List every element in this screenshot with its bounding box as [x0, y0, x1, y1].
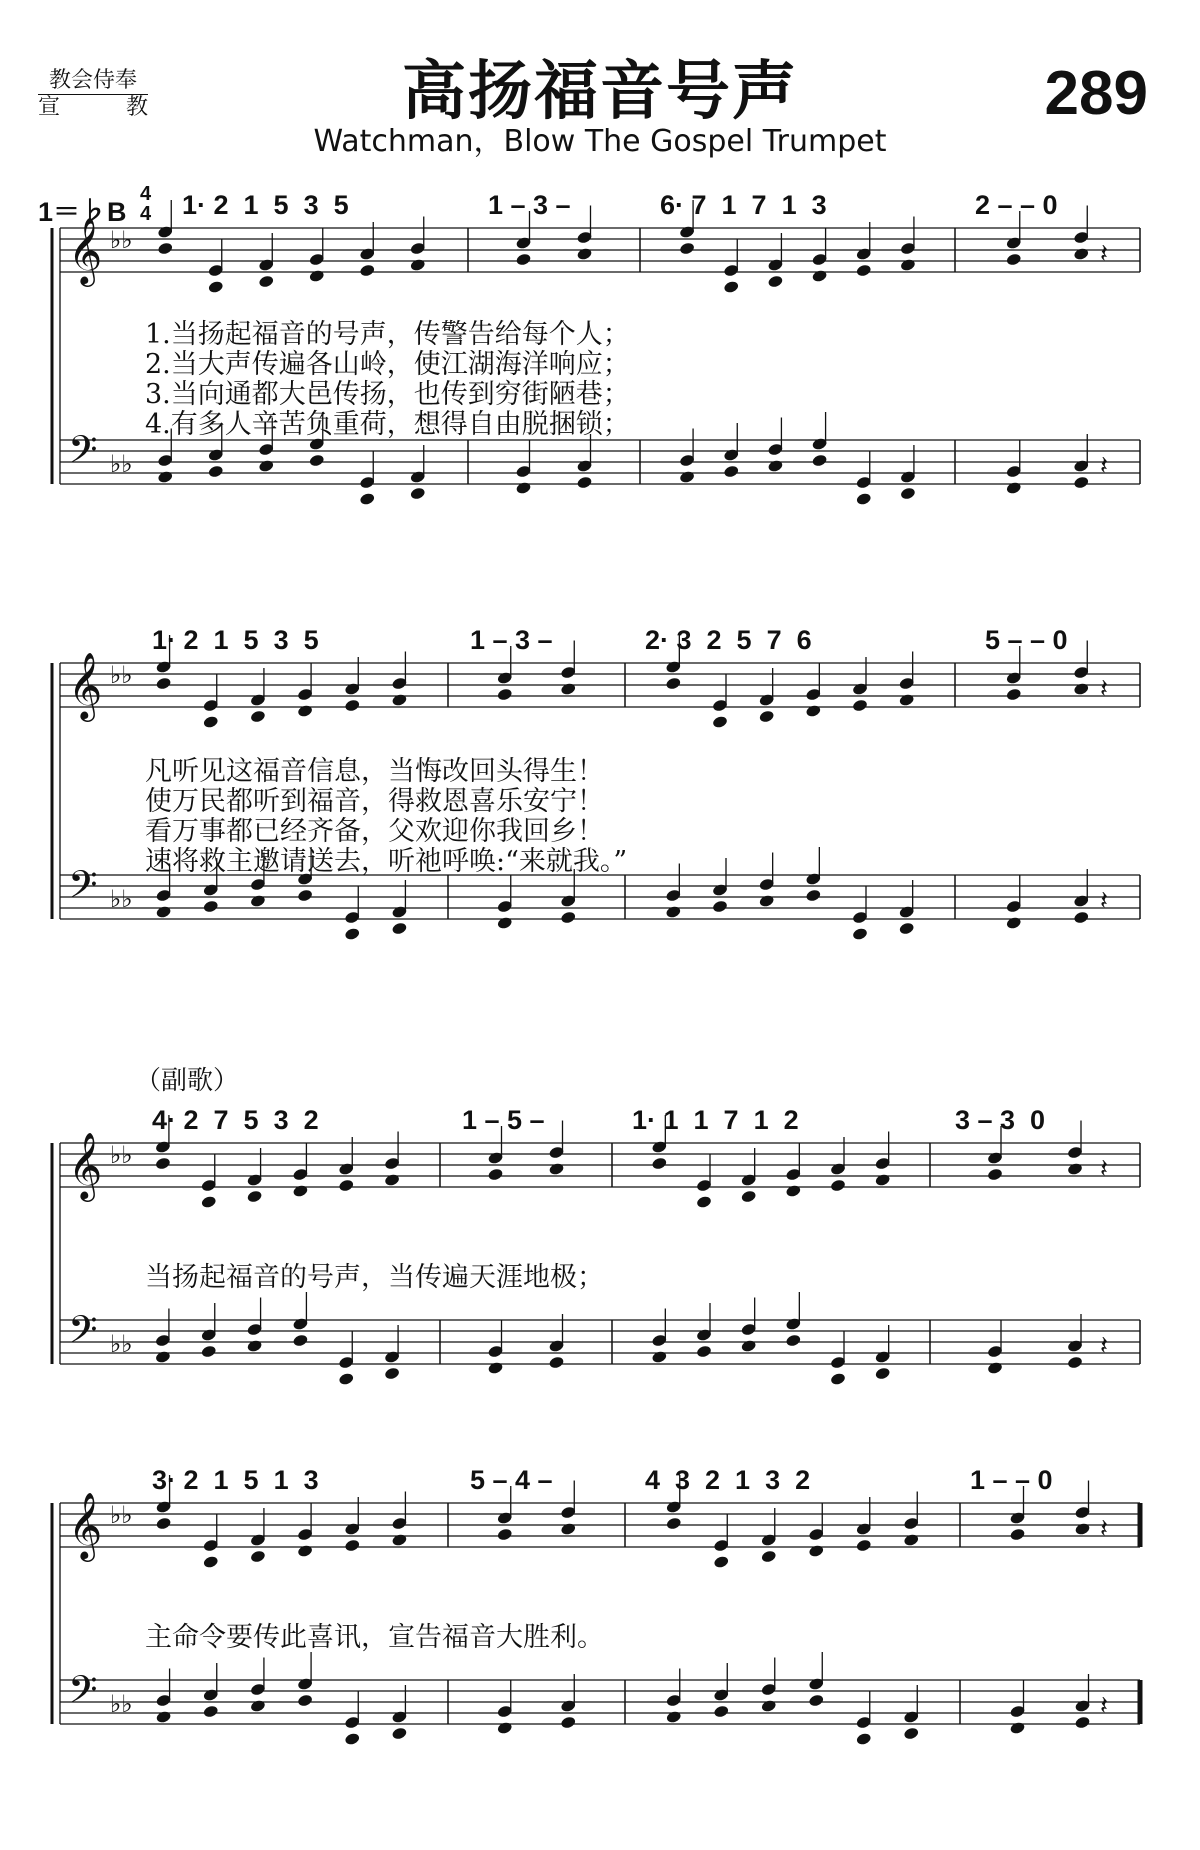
note-head — [409, 486, 426, 500]
note-head — [560, 1715, 577, 1729]
note-head — [391, 1726, 408, 1740]
rest-icon: 𝄽 — [1100, 1154, 1108, 1184]
jianpu-measure: 1 – 3 – — [488, 190, 571, 220]
note-head — [560, 682, 577, 696]
jianpu-measure: 3· 2 1 5 1 3 — [152, 1465, 319, 1495]
note-head — [391, 1533, 408, 1547]
note-head — [855, 492, 872, 506]
note-head — [785, 1184, 802, 1198]
note-head — [855, 1732, 872, 1746]
note-head — [359, 492, 376, 506]
note-head — [665, 905, 682, 919]
note-head — [852, 927, 869, 941]
note-head — [1073, 910, 1090, 924]
note-head — [903, 1726, 920, 1740]
note-head — [696, 1344, 713, 1358]
note-head — [308, 269, 325, 283]
note-head — [696, 1195, 713, 1209]
note-head — [665, 676, 682, 690]
note-head — [723, 464, 740, 478]
note-head — [665, 1710, 682, 1724]
note-head — [852, 698, 869, 712]
note-head — [811, 453, 828, 467]
bass-clef-icon: 𝄢 — [68, 862, 98, 916]
note-head — [758, 709, 775, 723]
hymn-number: 289 — [1044, 59, 1148, 128]
lyric-line: 主命令要传此喜讯，宣告福音大胜利。 — [145, 1622, 604, 1653]
note-head — [157, 470, 174, 484]
lyric-line: 当扬起福音的号声，当传遍天涯地极； — [145, 1262, 604, 1293]
note-head — [1067, 1355, 1084, 1369]
note-head — [1009, 1721, 1026, 1735]
note-head — [1005, 252, 1022, 266]
note-head — [1073, 475, 1090, 489]
note-head — [515, 481, 532, 495]
jianpu-measure: 2· 3 2 5 7 6 — [645, 625, 812, 655]
note-head — [855, 1538, 872, 1552]
hymn-title: 高扬福音号声 — [402, 54, 798, 129]
note-head — [250, 709, 267, 723]
lyric-line: 使万民都听到福音，得救恩喜乐安宁！ — [145, 786, 604, 817]
jianpu-measure: 3 – 3 0 — [955, 1105, 1046, 1135]
jianpu-measure: 4 3 2 1 3 2 — [645, 1465, 811, 1495]
note-head — [344, 927, 361, 941]
bass-clef-icon: 𝄢 — [68, 427, 98, 481]
note-head — [898, 693, 915, 707]
note-head — [207, 464, 224, 478]
note-head — [987, 1361, 1004, 1375]
key-signature-label: 1＝♭B — [38, 197, 127, 227]
category-right: 教 — [125, 95, 148, 120]
note-head — [496, 1721, 513, 1735]
jianpu-measure: 4· 2 7 5 3 2 — [152, 1105, 319, 1135]
category-top: 教会侍奉 — [38, 68, 148, 95]
note-head — [1073, 247, 1090, 261]
note-head — [679, 470, 696, 484]
note-head — [155, 1516, 172, 1530]
key-flat-icon: ♭♭ — [110, 450, 133, 478]
lyric-line: 速将救主邀请送去，听祂呼唤:“来就我。” — [145, 846, 628, 877]
note-head — [805, 704, 822, 718]
note-head — [258, 274, 275, 288]
jianpu-measure: 5 – 4 – — [470, 1465, 553, 1495]
note-head — [758, 894, 775, 908]
note-head — [297, 704, 314, 718]
note-head — [250, 894, 267, 908]
note-head — [250, 1549, 267, 1563]
note-head — [308, 453, 325, 467]
note-head — [560, 1522, 577, 1536]
note-head — [496, 916, 513, 930]
key-flat-icon: ♭♭ — [110, 1141, 133, 1169]
note-head — [202, 899, 219, 913]
note-head — [679, 241, 696, 255]
lyric-line: 凡听见这福音信息，当悔改回头得生！ — [145, 756, 604, 787]
key-flat-icon: ♭♭ — [110, 1501, 133, 1529]
note-head — [855, 263, 872, 277]
system-2 — [0, 625, 1200, 1015]
note-head — [560, 910, 577, 924]
note-head — [900, 258, 917, 272]
note-head — [200, 1344, 217, 1358]
note-head — [384, 1366, 401, 1380]
jianpu-measure: 6· 7 1 7 1 3 — [660, 190, 827, 220]
lyric-line: 1.当扬起福音的号声，传警告给每个人； — [145, 319, 630, 350]
lyric-line: 看万事都已经齐备，父欢迎你我回乡！ — [145, 816, 604, 847]
note-head — [155, 676, 172, 690]
note-head — [297, 888, 314, 902]
note-head — [338, 1178, 355, 1192]
note-head — [258, 459, 275, 473]
rest-icon: 𝄽 — [1100, 674, 1108, 704]
note-head — [297, 1693, 314, 1707]
lyric-line: 3.当向通都大邑传扬，也传到穷街陋巷； — [145, 379, 630, 410]
rest-icon: 𝄽 — [1100, 1691, 1108, 1721]
system-4 — [0, 1465, 1200, 1795]
note-head — [1074, 1715, 1091, 1729]
key-flat-icon: ♭♭ — [110, 661, 133, 689]
note-head — [767, 274, 784, 288]
note-head — [202, 1704, 219, 1718]
note-head — [344, 1538, 361, 1552]
note-head — [384, 1173, 401, 1187]
note-head — [576, 475, 593, 489]
note-head — [1073, 682, 1090, 696]
rest-icon: 𝄽 — [1100, 1331, 1108, 1361]
note-head — [202, 715, 219, 729]
time-signature-label: 4 4 — [140, 183, 152, 225]
note-head — [651, 1156, 668, 1170]
note-head — [359, 263, 376, 277]
note-head — [487, 1167, 504, 1181]
note-head — [805, 888, 822, 902]
lyric-line: 2.当大声传遍各山岭，使江湖海洋响应； — [145, 349, 630, 380]
note-head — [713, 1704, 730, 1718]
treble-clef-icon: 𝄞 — [68, 651, 103, 719]
note-head — [903, 1533, 920, 1547]
hymn-subtitle: Watchman，Blow The Gospel Trumpet — [313, 124, 887, 159]
jianpu-measure: 1· 2 1 5 3 5 — [152, 625, 319, 655]
note-head — [487, 1361, 504, 1375]
rest-icon: 𝄽 — [1100, 1514, 1108, 1544]
note-head — [202, 1555, 219, 1569]
note-head — [1067, 1162, 1084, 1176]
note-head — [576, 247, 593, 261]
note-head — [723, 280, 740, 294]
note-head — [496, 687, 513, 701]
rest-icon: 𝄽 — [1100, 451, 1108, 481]
bass-clef-icon: 𝄢 — [68, 1667, 98, 1721]
note-head — [830, 1372, 847, 1386]
note-head — [760, 1549, 777, 1563]
note-head — [548, 1355, 565, 1369]
treble-clef-icon: 𝄞 — [68, 1491, 103, 1559]
note-head — [292, 1333, 309, 1347]
note-head — [409, 258, 426, 272]
note-head — [651, 1350, 668, 1364]
bass-clef-icon: 𝄢 — [68, 1307, 98, 1361]
note-head — [785, 1333, 802, 1347]
jianpu-measure: 1· 1 1 7 1 2 — [632, 1105, 799, 1135]
note-head — [496, 1527, 513, 1541]
note-head — [712, 899, 729, 913]
note-head — [155, 1156, 172, 1170]
lyric-line: 4.有多人辛苦负重荷，想得自由脱捆锁； — [145, 409, 630, 440]
note-head — [207, 280, 224, 294]
note-head — [665, 1516, 682, 1530]
note-head — [344, 1732, 361, 1746]
note-head — [200, 1195, 217, 1209]
note-head — [155, 1350, 172, 1364]
jianpu-measure: 2 – – 0 — [975, 190, 1058, 220]
rest-icon: 𝄽 — [1100, 886, 1108, 916]
note-head — [898, 921, 915, 935]
note-head — [987, 1167, 1004, 1181]
note-head — [1005, 481, 1022, 495]
note-head — [740, 1189, 757, 1203]
treble-clef-icon: 𝄞 — [68, 216, 103, 284]
note-head — [808, 1544, 825, 1558]
note-head — [515, 252, 532, 266]
key-flat-icon: ♭♭ — [110, 885, 133, 913]
key-flat-icon: ♭♭ — [110, 1690, 133, 1718]
note-head — [808, 1693, 825, 1707]
note-head — [548, 1162, 565, 1176]
system-3 — [0, 1105, 1200, 1435]
jianpu-measure: 5 – – 0 — [985, 625, 1068, 655]
key-flat-icon: ♭♭ — [110, 226, 133, 254]
note-head — [830, 1178, 847, 1192]
category-left: 宣 — [38, 95, 61, 120]
note-head — [391, 921, 408, 935]
treble-clef-icon: 𝄞 — [68, 1131, 103, 1199]
system-1 — [0, 183, 1200, 580]
note-head — [297, 1544, 314, 1558]
note-head — [338, 1372, 355, 1386]
note-head — [157, 241, 174, 255]
jianpu-measure: 1 – 5 – — [462, 1105, 545, 1135]
note-head — [391, 693, 408, 707]
note-head — [250, 1699, 267, 1713]
note-head — [155, 905, 172, 919]
jianpu-measure: 1 – 3 – — [470, 625, 553, 655]
note-head — [712, 715, 729, 729]
note-head — [246, 1339, 263, 1353]
note-head — [292, 1184, 309, 1198]
note-head — [1005, 916, 1022, 930]
chorus-label: （副歌） — [135, 1066, 240, 1096]
jianpu-measure: 1 – – 0 — [970, 1465, 1053, 1495]
note-head — [811, 269, 828, 283]
note-head — [155, 1710, 172, 1724]
note-head — [874, 1173, 891, 1187]
note-head — [900, 486, 917, 500]
rest-icon: 𝄽 — [1100, 239, 1108, 269]
note-head — [874, 1366, 891, 1380]
note-head — [1005, 687, 1022, 701]
note-head — [713, 1555, 730, 1569]
note-head — [760, 1699, 777, 1713]
note-head — [246, 1189, 263, 1203]
note-head — [1009, 1527, 1026, 1541]
note-head — [1074, 1522, 1091, 1536]
note-head — [740, 1339, 757, 1353]
key-flat-icon: ♭♭ — [110, 1330, 133, 1358]
note-head — [767, 459, 784, 473]
note-head — [344, 698, 361, 712]
jianpu-measure: 1· 2 1 5 3 5 — [182, 190, 349, 220]
